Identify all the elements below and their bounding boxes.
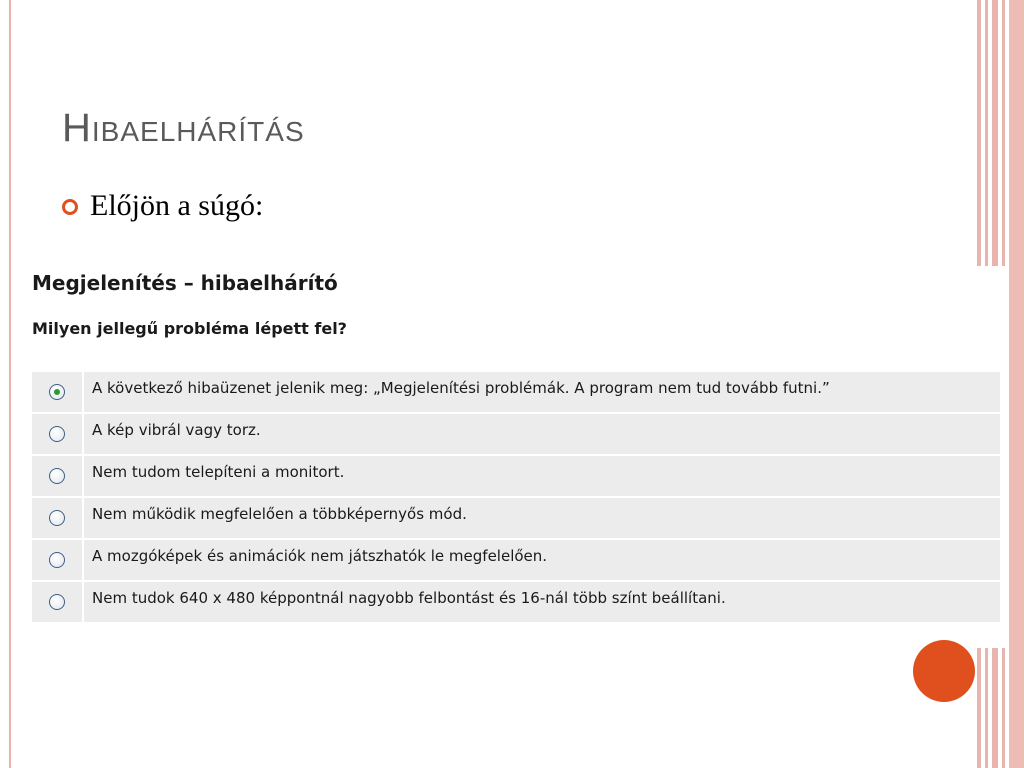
radio-button[interactable] — [49, 594, 65, 610]
radio-cell — [32, 540, 82, 580]
option-label[interactable]: Nem tudom telepíteni a monitort. — [84, 456, 1000, 496]
radio-button-selected[interactable] — [49, 384, 65, 400]
radio-cell — [32, 372, 82, 412]
help-question: Milyen jellegű probléma lépett fel? — [32, 319, 347, 338]
option-row[interactable] — [32, 372, 1000, 412]
help-heading: Megjelenítés – hibaelhárító — [32, 271, 338, 295]
option-row[interactable] — [32, 414, 1000, 454]
radio-button[interactable] — [49, 426, 65, 442]
radio-cell — [32, 582, 82, 622]
option-row[interactable] — [32, 498, 1000, 538]
orange-circle-decoration — [913, 640, 975, 702]
option-list — [32, 372, 1000, 624]
radio-cell — [32, 498, 82, 538]
radio-button[interactable] — [49, 468, 65, 484]
option-label[interactable]: Nem működik megfelelően a többképernyős mód. — [84, 498, 1000, 538]
radio-button[interactable] — [49, 510, 65, 526]
left-border-line — [9, 0, 11, 768]
ring-bullet-icon — [62, 199, 78, 215]
radio-cell — [32, 414, 82, 454]
option-row[interactable] — [32, 540, 1000, 580]
bullet-item — [62, 188, 263, 224]
slide-title: Hibaelhárítás — [62, 106, 305, 150]
radio-button[interactable] — [49, 552, 65, 568]
option-label[interactable]: A mozgóképek és animációk nem játszhatók le megfelelően. — [84, 540, 1000, 580]
option-row[interactable] — [32, 582, 1000, 622]
option-label[interactable]: A kép vibrál vagy torz. — [84, 414, 1000, 454]
bullet-text: Előjön a súgó: — [90, 189, 264, 222]
option-label[interactable]: A következő hibaüzenet jelenik meg: „Megjelenítési problémák. A program nem tud tovább futni.” — [84, 372, 1000, 412]
option-row[interactable] — [32, 456, 1000, 496]
help-troubleshooter-panel — [28, 266, 1008, 648]
radio-cell — [32, 456, 82, 496]
option-label[interactable]: Nem tudok 640 x 480 képpontnál nagyobb felbontást és 16-nál több színt beállítani. — [84, 582, 1000, 622]
